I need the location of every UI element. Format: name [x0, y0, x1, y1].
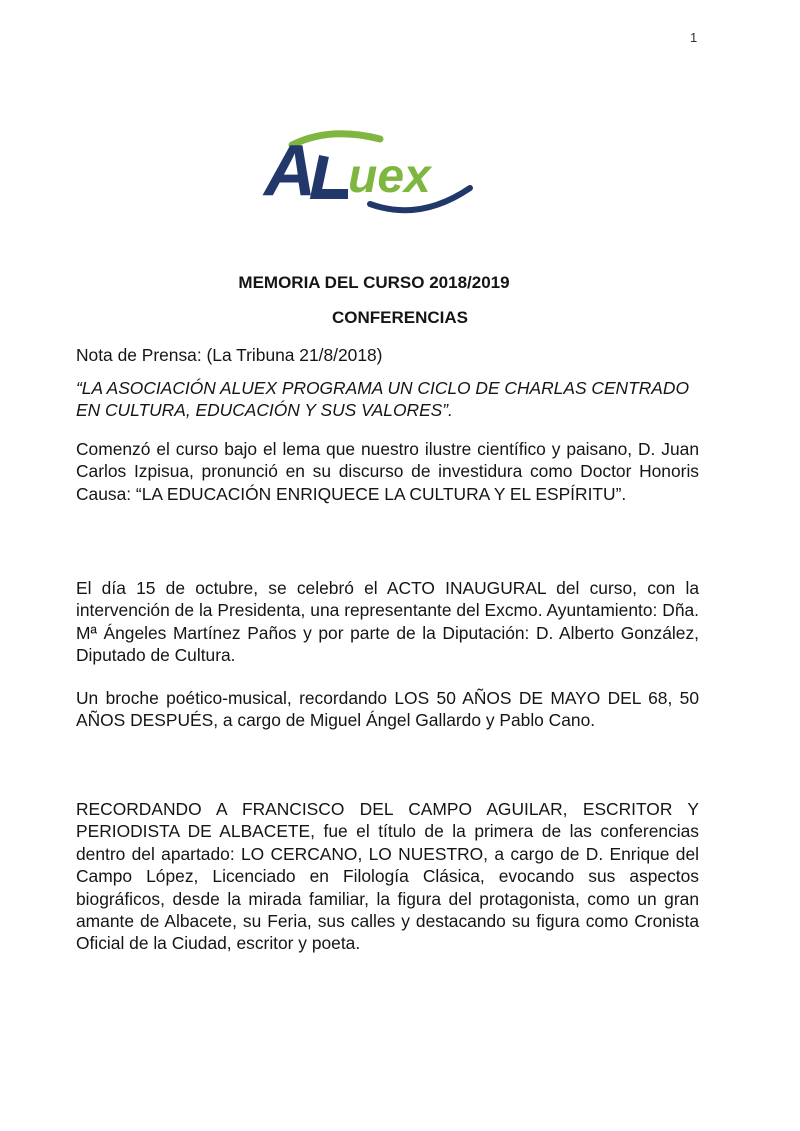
paragraph: Comenzó el curso bajo el lema que nuestro ilustre científico y paisano, D. Juan Carlos Izpisua, pronunció en su discurso de investidura como Doctor Honoris Causa: “LA EDUCACIÓN ENRIQUECE LA CULTURA Y EL ESPÍRITU”. [76, 439, 699, 504]
paragraph: El día 15 de octubre, se celebró el ACTO INAUGURAL del curso, con la intervención de la Presidenta, una representante del Excmo. Ayuntamiento: Dña. Mª Ángeles Martínez Paños y por parte de la Diputación: D. Alberto González, Diputado de Cultura. [76, 578, 699, 666]
paragraph: Un broche poético-musical, recordando LOS 50 AÑOS DE MAYO DEL 68, 50 AÑOS DESPUÉS, a cargo de Miguel Ángel Gallardo y Pablo Cano. [76, 688, 699, 731]
logo-letter-l [316, 156, 348, 194]
document-title: MEMORIA DEL CURSO 2018/2019 [238, 273, 510, 292]
aluex-logo [262, 128, 494, 220]
logo-letter-a: A [264, 131, 316, 211]
press-note: Nota de Prensa: (La Tribuna 21/8/2018) [76, 345, 383, 365]
press-quote: “LA ASOCIACIÓN ALUEX PROGRAMA UN CICLO DE CHARLAS CENTRADO EN CULTURA, EDUCACIÓN Y SUS VALORES”. [76, 378, 689, 421]
section-heading: CONFERENCIAS [331, 308, 468, 327]
paragraph: RECORDANDO A FRANCISCO DEL CAMPO AGUILAR, ESCRITOR Y PERIODISTA DE ALBACETE, fue el título de la primera de las conferencias dentro del apartado: LO CERCANO, LO NUESTRO, a cargo de D. Enrique del Campo López, Licenciado en Filología Clásica, evocando sus aspectos biográficos, desde la mirada familiar, la figura del protagonista, como un gran amante de Albacete, su Feria, sus calles y destacando su figura como Cronista Oficial de la Ciudad, escritor y poeta. [76, 799, 699, 954]
logo-letters-uex: uex [348, 150, 431, 203]
page-number: 1 [690, 30, 698, 45]
